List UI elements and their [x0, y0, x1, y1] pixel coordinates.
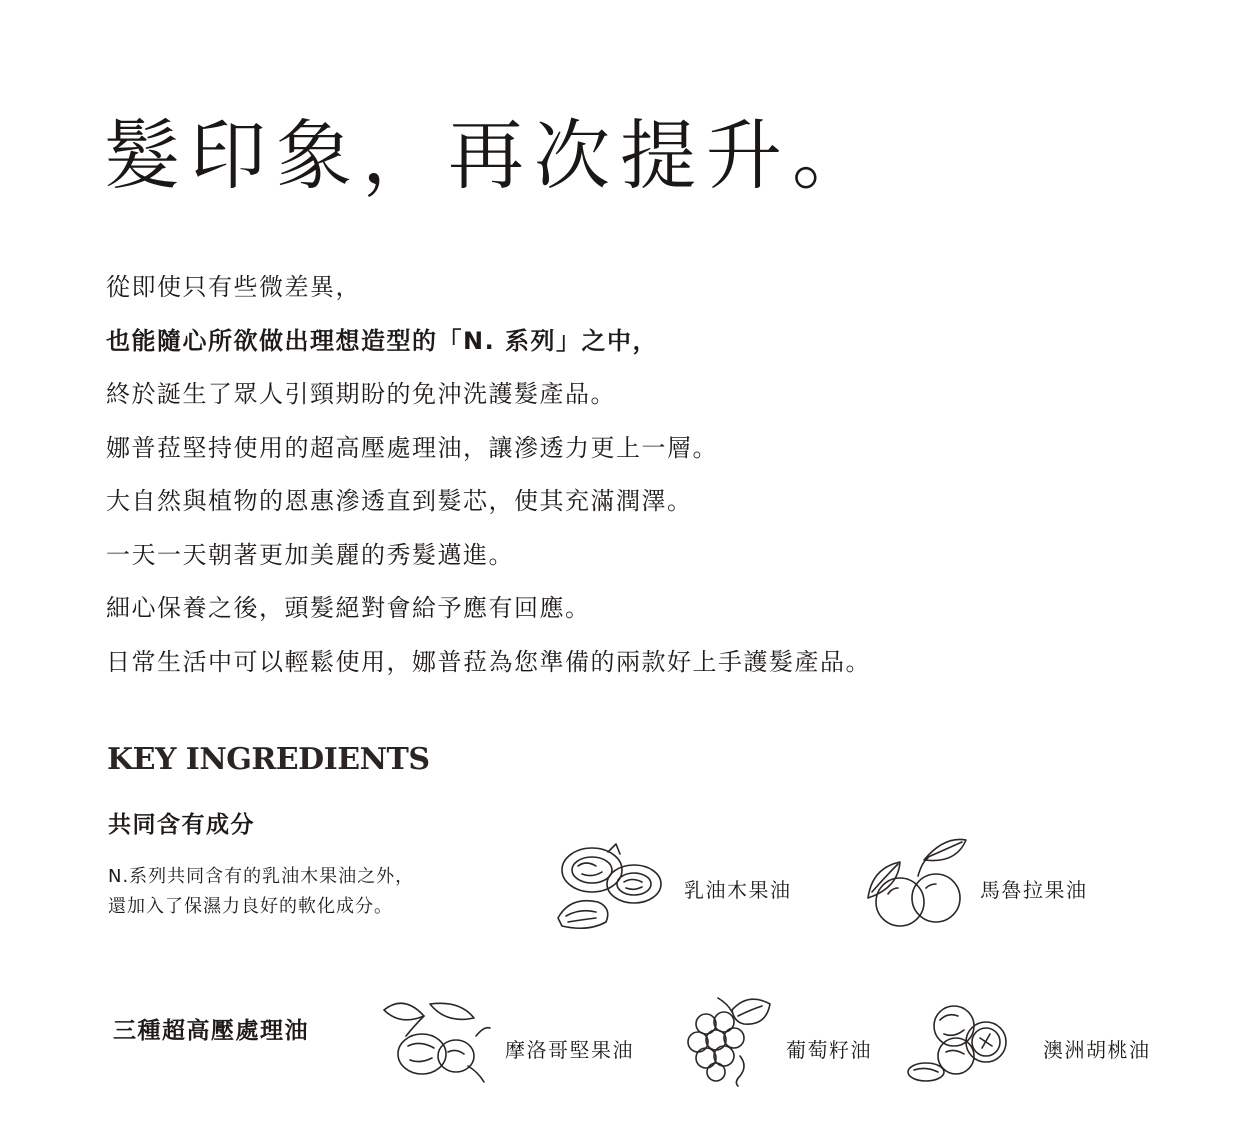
macadamia-nut-illustration	[904, 998, 1012, 1084]
description-line: N.系列共同含有的乳油木果油之外，	[108, 866, 415, 887]
grape-illustration	[688, 994, 778, 1086]
intro-line: 日常生活中可以輕鬆使用，娜普菈為您準備的兩款好上手護髮產品。	[106, 647, 871, 676]
ingredient-label-grape: 葡萄籽油	[786, 1038, 872, 1062]
intro-line: 娜普菈堅持使用的超高壓處理油，讓滲透力更上一層。	[106, 433, 718, 462]
common-ingredients-description	[108, 862, 414, 922]
intro-line: 大自然與植物的恩惠滲透直到髮芯，使其充滿潤澤。	[106, 487, 693, 515]
headline: 髮印象，再次提升。	[104, 111, 878, 200]
ingredient-label-macadamia: 澳洲胡桃油	[1043, 1038, 1151, 1062]
intro-line: 從即使只有些微差異，	[106, 273, 361, 301]
marula-fruit-illustration	[866, 836, 970, 932]
description-line: 還加入了保濕力良好的軟化成分。	[108, 896, 393, 917]
intro-line: 也能隨心所欲做出理想造型的「N. 系列」之中，	[106, 326, 659, 355]
ingredient-label-shea: 乳油木果油	[684, 878, 792, 902]
shea-nut-illustration	[548, 840, 670, 932]
argan-fruit-illustration	[380, 996, 492, 1086]
intro-line: 終於誕生了眾人引頸期盼的免沖洗護髮產品。	[106, 380, 616, 408]
oils-title: 三種超高壓處理油	[113, 1018, 309, 1044]
intro-text	[106, 270, 871, 698]
ingredient-label-argan: 摩洛哥堅果油	[505, 1038, 634, 1062]
common-ingredients-title: 共同含有成分	[108, 812, 255, 838]
intro-line: 一天一天朝著更加美麗的秀髮邁進。	[106, 540, 514, 569]
key-ingredients-title: KEY INGREDIENTS	[107, 742, 430, 777]
intro-line: 細心保養之後，頭髮絕對會給予應有回應。	[106, 594, 591, 622]
ingredient-label-marula: 馬魯拉果油	[980, 878, 1088, 902]
